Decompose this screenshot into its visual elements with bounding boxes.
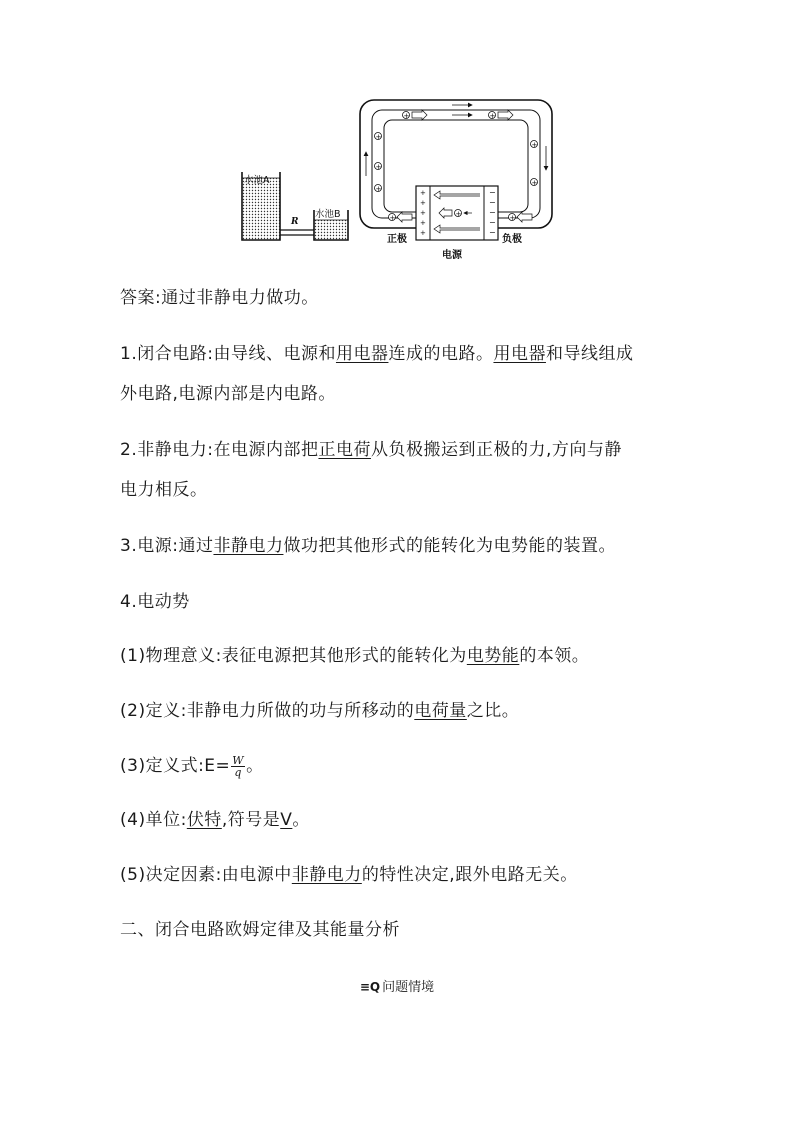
tank-b-label: 水池B [315,209,341,220]
svg-text:+: + [489,112,496,120]
svg-text:−: − [489,208,496,217]
blank-answer: 伏特 [186,810,222,830]
blank-answer: 电势能 [466,646,520,666]
svg-text:+: + [420,229,426,237]
scenario-icon: ≡Q [359,980,381,994]
fraction-w-over-q: $\frac{W}{q}$ [232,753,245,779]
circuit-diagram [236,96,566,266]
blank-answer: 电荷量 [414,701,467,721]
blank-answer: 非静电力 [291,865,362,885]
answer-line: 答案:通过非静电力做功。 [120,288,319,308]
problem-scenario-label: ≡Q 问题情境 [359,980,435,995]
svg-text:+: + [420,199,426,207]
svg-text:+: + [420,209,426,217]
item3-line: 3.电源:通过非静电力做功把其他形式的能转化为电势能的装置。 [120,536,616,556]
sub5-line: (5)决定因素:由电源中非静电力的特性决定,跟外电路无关。 [120,865,578,885]
tank-b [314,208,348,240]
resistor-label: R [291,217,299,227]
pipe [280,217,314,235]
blank-answer: 非静电力 [213,536,284,556]
svg-text:+: + [375,163,382,171]
section2-title: 二、闭合电路欧姆定律及其能量分析 [120,920,400,940]
circuit-figure [236,96,566,266]
svg-text:+: + [403,112,410,120]
svg-text:+: + [375,133,382,141]
svg-text:−: − [489,198,496,207]
item4-title: 4.电动势 [120,592,190,612]
blank-answer: 正电荷 [318,440,371,460]
svg-text:+: + [420,219,426,227]
item2-line1: 2.非静电力:在电源内部把正电荷从负极搬运到正极的力,方向与静 [120,440,622,460]
sub2-line: (2)定义:非静电力所做的功与所移动的电荷量之比。 [120,701,520,721]
tank-a [242,172,280,240]
tank-a-label: 水池A [244,175,270,186]
sub1-line: (1)物理意义:表征电源把其他形式的能转化为电势能的本领。 [120,646,590,666]
blank-answer: 用电器 [493,344,546,364]
blank-answer: V [280,810,293,830]
svg-text:+: + [509,214,516,222]
svg-text:+: + [389,214,396,222]
svg-text:−: − [489,188,496,197]
item1-line2: 外电路,电源内部是内电路。 [120,384,336,404]
power-source-label: 电源 [442,250,462,261]
svg-text:+: + [455,210,462,218]
sub4-line: (4)单位:伏特,符号是V。 [120,810,310,830]
negative-terminal-label: 负极 [502,234,522,245]
item2-line2: 电力相反。 [120,480,208,500]
svg-text:+: + [531,179,538,187]
sub3-line: (3)定义式:E= $\frac{W}{q}$ 。 [120,753,264,779]
svg-text:−: − [489,228,496,237]
positive-terminal-label: 正极 [387,234,407,245]
svg-text:+: + [420,189,426,197]
svg-text:−: − [489,218,496,227]
blank-answer: 用电器 [335,344,389,364]
svg-text:+: + [375,185,382,193]
battery-loop [360,100,552,261]
item1-line1: 1.闭合电路:由导线、电源和用电器连成的电路。用电器和导线组成 [120,344,634,364]
svg-text:+: + [531,141,538,149]
